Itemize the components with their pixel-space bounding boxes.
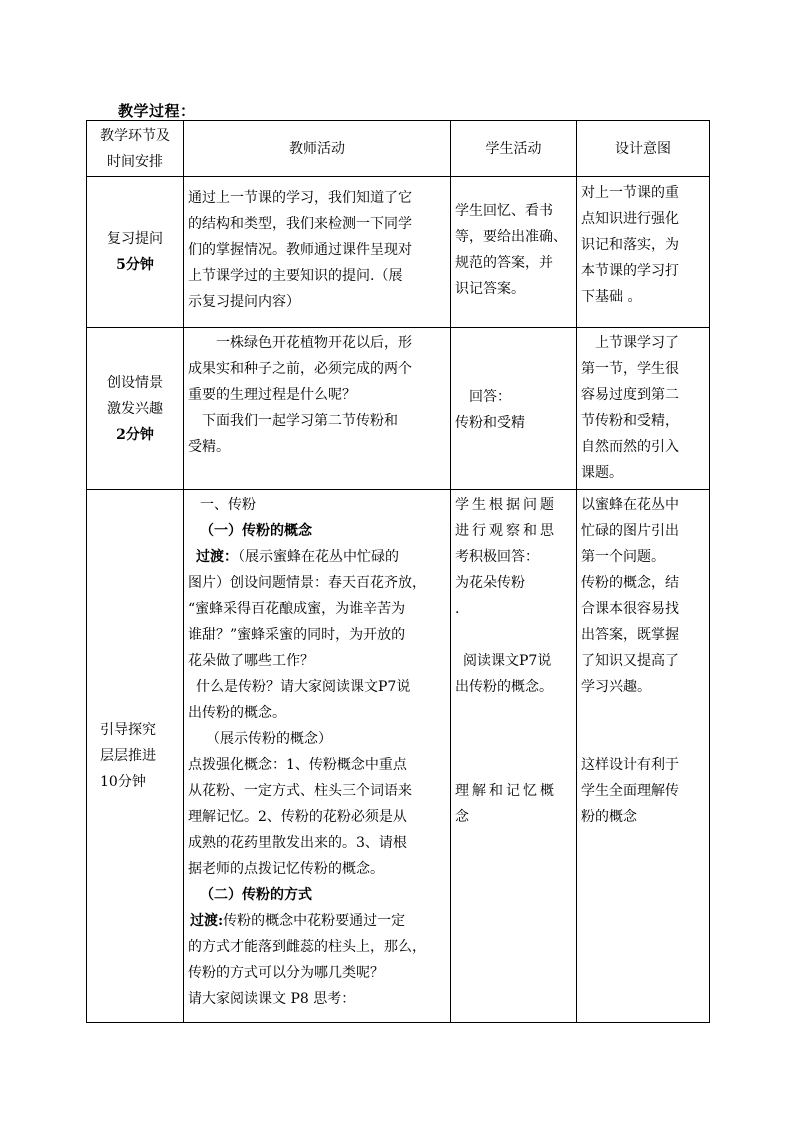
text-line: 考积极回答： — [455, 549, 539, 565]
stage-name: 引导探究 — [100, 722, 156, 738]
stage-name: 创设情景 — [107, 374, 163, 391]
text-line: 成熟的花药里散发出来的。3、请根 — [188, 835, 407, 851]
transition-label: 过渡： — [196, 549, 238, 565]
student-activity-cell — [451, 490, 577, 1023]
text-line: 容易过度到第二 — [581, 387, 679, 403]
text-line: 忙碌的图片引出 — [581, 523, 679, 539]
text-line: 受精。 — [188, 439, 230, 455]
teacher-activity-cell — [184, 490, 451, 1023]
design-intent-cell — [577, 490, 710, 1023]
text-line: 识记答案。 — [455, 281, 525, 297]
table-row — [87, 328, 710, 490]
text-line: 以蜜蜂在花丛中 — [581, 497, 679, 513]
text-line: 等，要给出准确、 — [455, 229, 567, 245]
header-teacher: 教师活动 — [184, 121, 451, 177]
text-line: 重要的生理过程是什么呢？ — [188, 387, 356, 403]
text-line: 出传粉的概念。 — [455, 679, 553, 695]
header-student: 学生活动 — [451, 121, 577, 177]
text-line: 图片）创设问题情景：春天百花齐放， — [188, 575, 426, 591]
stage-cell — [87, 328, 184, 490]
text-line: 成果实和种子之前，必须完成的两个 — [188, 361, 412, 377]
spacer — [581, 700, 705, 752]
transition-label: 过渡: — [190, 913, 224, 929]
stage-time: 2分钟 — [116, 426, 154, 443]
stage-name: 复习提问 — [107, 231, 163, 247]
text-line: 学生全面理解传 — [581, 783, 679, 799]
section-heading: 教学过程： — [118, 102, 196, 120]
design-intent-cell — [577, 177, 710, 328]
stage-name: 层层推进 — [100, 748, 156, 764]
text-line: 通过上一节课的学习，我们知道了它 — [188, 190, 412, 206]
text-line: 的结构和类型，我们来检测一下同学 — [188, 216, 412, 232]
stage-cell — [87, 490, 184, 1023]
text-line: 阅读课文P7说 — [463, 653, 552, 669]
table-row — [87, 177, 710, 328]
stage-cell — [87, 177, 184, 328]
text-line: 出传粉的概念。 — [188, 705, 286, 721]
text-line: 上节课学过的主要知识的提问.（展 — [188, 268, 403, 284]
text-line: 规范的答案，并 — [455, 255, 553, 271]
transition-text: （展示蜜蜂在花丛中忙碌的 — [238, 549, 399, 565]
text-line: 从花粉、一定方式、柱头三个词语来 — [188, 783, 412, 799]
text-line: 一株绿色开花植物开花以后，形 — [216, 335, 412, 351]
table-row — [87, 490, 710, 1023]
text-line: 请大家阅读课文 P8 思考： — [188, 991, 356, 1007]
text-line: 粉的概念 — [581, 809, 637, 825]
design-intent-cell — [577, 328, 710, 490]
transition-line — [188, 544, 446, 570]
text-line: 点知识进行强化 — [581, 211, 679, 227]
text-line: 们的掌握情况。教师通过课件呈现对 — [188, 242, 412, 258]
student-activity-cell — [451, 177, 577, 328]
text-line: 对上一节课的重 — [581, 185, 679, 201]
text-line: 传粉的方式可以分为哪几类呢？ — [188, 965, 384, 981]
text-line: 理解和记忆概 — [455, 783, 557, 799]
spacer — [455, 622, 572, 648]
text-line: 示复习提问内容） — [188, 294, 300, 310]
subsection-title: （一）传粉的概念 — [200, 523, 312, 539]
teacher-activity-cell — [184, 177, 451, 328]
text-line: 学生回忆、看书 — [455, 203, 553, 219]
text-line: 节传粉和受精， — [581, 413, 679, 429]
text-line: . — [455, 601, 460, 617]
text-line: 本节课的学习打 — [581, 263, 679, 279]
text-line: 出答案，既掌握 — [581, 627, 679, 643]
transition-text: 传粉的概念中花粉要通过一定 — [223, 913, 406, 929]
stage-name: 激发兴趣 — [107, 400, 163, 417]
text-line: 理解记忆。2、传粉的花粉必须是从 — [188, 809, 407, 825]
text-line: 上节课学习了 — [595, 335, 679, 351]
text-line: 第一个问题。 — [581, 549, 665, 565]
text-line: 下基础 。 — [581, 289, 642, 305]
transition-line — [188, 908, 446, 934]
table-header-row — [87, 121, 710, 177]
text-line: 传粉和受精 — [455, 415, 525, 431]
text-line: 第一节，学生很 — [581, 361, 679, 377]
text-line: 花朵做了哪些工作？ — [188, 653, 314, 669]
text-line: 这样设计有利于 — [581, 757, 679, 773]
text-line: 什么是传粉？请大家阅读课文P7说 — [196, 679, 411, 695]
header-stage — [87, 121, 184, 177]
text-line: 传粉的概念，结 — [581, 575, 679, 591]
text-line: 课题。 — [581, 465, 623, 481]
header-stage-line2: 时间安排 — [107, 153, 163, 170]
spacer — [455, 700, 572, 778]
text-line: （展示传粉的概念） — [206, 731, 332, 747]
text-line: 的方式才能落到雌蕊的柱头上，那么， — [188, 939, 426, 955]
teacher-activity-cell — [184, 328, 451, 490]
text-line: 下面我们一起学习第二节传粉和 — [202, 413, 398, 429]
text-line: 点拨强化概念：1、传粉概念中重点 — [188, 757, 407, 773]
text-line: 学习兴趣。 — [581, 679, 651, 695]
text-line: 回答： — [469, 389, 511, 405]
stage-time: 5分钟 — [116, 257, 154, 273]
text-line: 谁甜？”蜜蜂采蜜的同时，为开放的 — [188, 627, 406, 643]
text-line: 了知识又提高了 — [581, 653, 679, 669]
text-line: “蜜蜂采得百花酿成蜜，为谁辛苦为 — [188, 601, 406, 617]
lesson-plan-table — [86, 120, 710, 1023]
text-line: 据老师的点拨记忆传粉的概念。 — [188, 861, 384, 877]
text-line: 为花朵传粉 — [455, 575, 525, 591]
header-intent: 设计意图 — [577, 121, 710, 177]
text-line: 念 — [455, 809, 469, 825]
text-line: 识记和落实，为 — [581, 237, 679, 253]
text-line: 学生根据问题 — [455, 497, 557, 513]
stage-time: 10分钟 — [100, 774, 146, 790]
header-stage-line1: 教学环节及 — [100, 127, 170, 144]
student-activity-cell — [451, 328, 577, 490]
subsection-title: （二）传粉的方式 — [200, 887, 312, 903]
section-title: 一、传粉 — [200, 497, 256, 513]
text-line: 自然而然的引入 — [581, 439, 679, 455]
text-line: 进行观察和思 — [455, 523, 557, 539]
text-line: 合课本很容易找 — [581, 601, 679, 617]
